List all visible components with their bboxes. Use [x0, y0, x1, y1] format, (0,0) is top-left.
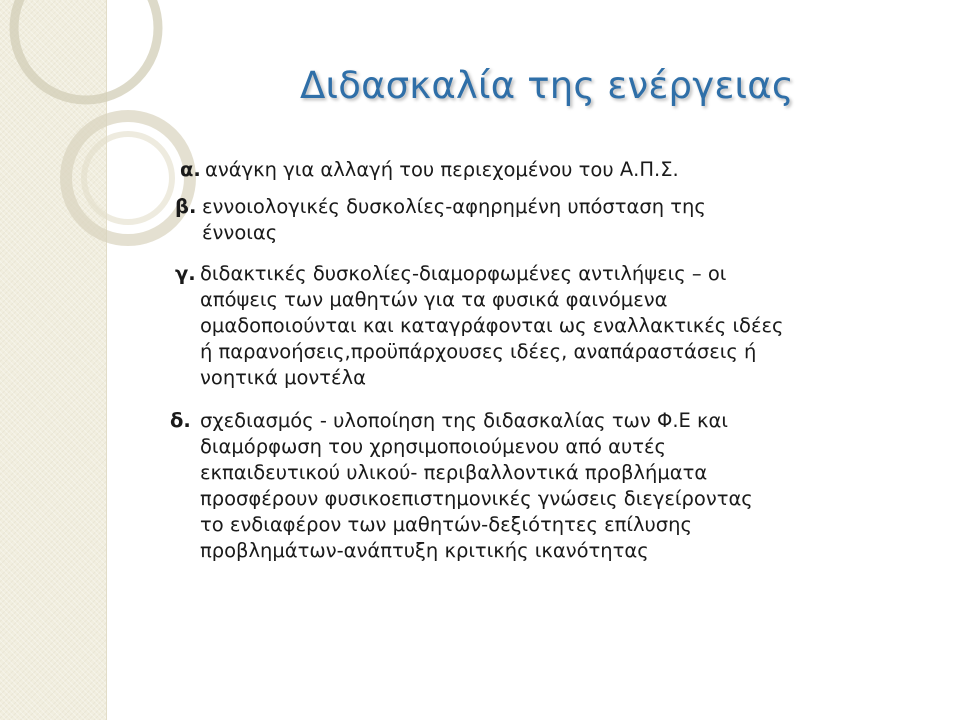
item-marker: β.: [175, 195, 197, 218]
item-line: ή παρανοήσεις,προϋπάρχουσες ιδέες, αναπάραστάσεις ή: [200, 340, 757, 363]
item-line: εκπαιδευτικού υλικού- περιβαλλοντικά προβλήματα: [200, 461, 708, 484]
item-marker: α.: [180, 158, 201, 181]
list-item-a: [180, 157, 679, 183]
slide-title: Διδασκαλία της ενέργειας: [300, 64, 794, 107]
item-line: νοητικά μοντέλα: [200, 366, 366, 389]
item-line: ομαδοποιούνται και καταγράφονται ως εναλλακτικές ιδέες: [200, 314, 784, 337]
list-item-d: [170, 408, 753, 564]
list-item-b: [175, 194, 706, 246]
item-line: έννοιας: [202, 221, 278, 244]
item-line: το ενδιαφέρον των μαθητών-δεξιότητες επίλυσης: [200, 513, 692, 536]
ring-small: [84, 134, 172, 222]
item-line: απόψεις των μαθητών για τα φυσικά φαινόμενα: [200, 288, 668, 311]
item-marker: γ.: [175, 262, 196, 285]
item-line: σχεδιασμός - υλοποίηση της διδασκαλίας των Φ.Ε και: [200, 409, 728, 432]
item-line: διαμόρφωση του χρησιμοποιούμενου από αυτές: [200, 435, 666, 458]
list-item-c: [175, 261, 784, 391]
item-line: προβλημάτων-ανάπτυξη κριτικής ικανότητας: [200, 539, 649, 562]
ring-large: [14, 0, 158, 100]
item-marker: δ.: [170, 409, 191, 432]
item-line: ανάγκη για αλλαγή του περιεχομένου του Α.Π.Σ.: [205, 158, 679, 181]
decorative-rings: [0, 0, 200, 320]
item-line: προσφέρουν φυσικοεπιστημονικές γνώσεις διεγείροντας: [200, 487, 753, 510]
item-line: διδακτικές δυσκολίες-διαμορφωμένες αντιλήψεις – οι: [200, 262, 727, 285]
item-line: εννοιολογικές δυσκολίες-αφηρημένη υπόσταση της: [202, 195, 706, 218]
